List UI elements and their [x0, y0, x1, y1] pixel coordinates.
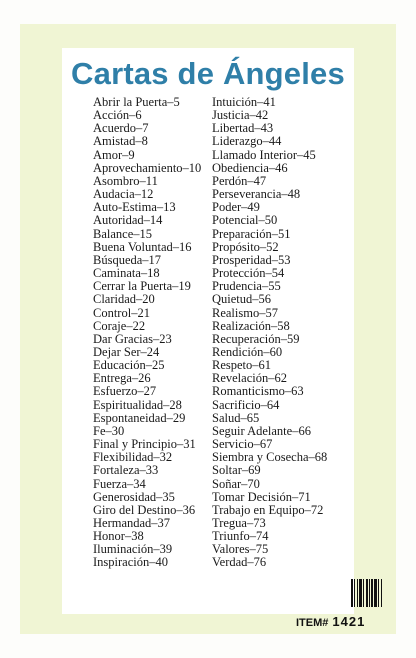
list-item: Siembra y Cosecha–68	[212, 450, 328, 465]
list-item: Revelación–62	[212, 371, 287, 386]
list-item: Romanticismo–63	[212, 384, 304, 399]
list-item: Final y Principio–31	[93, 437, 196, 452]
card-list-right	[212, 96, 327, 570]
list-item: Asombro–11	[93, 173, 158, 188]
list-item: Fortaleza–33	[93, 463, 159, 478]
list-item: Amor–9	[93, 147, 135, 162]
list-item: Realismo–57	[212, 305, 278, 320]
list-item: Obediencia–46	[212, 160, 288, 175]
list-item: Intuición–41	[212, 95, 276, 109]
list-item: Entrega–26	[93, 371, 151, 386]
list-item: Perseverancia–48	[212, 187, 301, 202]
list-item: Balance–15	[93, 226, 153, 241]
list-item: Búsqueda–17	[93, 252, 162, 267]
list-item: Soltar–69	[212, 463, 261, 478]
list-item: Respeto–61	[212, 358, 272, 373]
list-item: Auto-Estima–13	[93, 200, 176, 215]
list-item: Claridad–20	[93, 292, 155, 307]
list-item: Espiritualidad–28	[93, 397, 182, 412]
list-item: Dar Gracias–23	[93, 331, 172, 346]
list-item: Potencial–50	[212, 213, 278, 228]
list-item: Hermandad–37	[93, 516, 171, 530]
list-item: Verdad–76	[212, 555, 267, 570]
list-item: Prudencia–55	[212, 279, 281, 294]
list-item: Aprovechamiento–10	[93, 160, 202, 175]
list-item: Valores–75	[212, 542, 269, 557]
barcode-bars	[351, 579, 383, 607]
list-item: Tregua–73	[212, 516, 266, 530]
list-item: Quietud–56	[212, 292, 272, 307]
list-item: Abrir la Puerta–5	[93, 95, 180, 109]
list-item: Flexibilidad–32	[93, 450, 173, 465]
list-item: Tomar Decisión–71	[212, 489, 311, 504]
list-item: Buena Voluntad–16	[93, 239, 192, 254]
list-item: Coraje–22	[93, 318, 146, 333]
list-item: Inspiración–40	[93, 555, 168, 570]
list-item: Control–21	[93, 305, 150, 320]
list-item: Autoridad–14	[93, 213, 163, 228]
page-title: Cartas de Ángeles	[71, 56, 345, 91]
list-item: Rendición–60	[212, 344, 283, 359]
list-item: Salud–65	[212, 410, 260, 425]
list-item: Preparación–51	[212, 226, 291, 241]
list-item: Propósito–52	[212, 239, 279, 254]
list-item: Espontaneidad–29	[93, 410, 186, 425]
list-item: Protección–54	[212, 266, 285, 281]
list-item: Trabajo en Equipo–72	[212, 502, 324, 517]
list-item: Justicia–42	[212, 108, 269, 123]
list-item: Poder–49	[212, 200, 260, 215]
list-item: Audacia–12	[93, 187, 154, 202]
list-item: Giro del Destino–36	[93, 502, 196, 517]
list-item: Fuerza–34	[93, 476, 146, 491]
list-item: Educación–25	[93, 358, 165, 373]
list-item: Liderazgo–44	[212, 134, 282, 149]
item-number: 1421	[332, 614, 366, 629]
list-item: Honor–38	[93, 529, 144, 544]
item-number-label	[296, 614, 365, 629]
list-item: Amistad–8	[93, 134, 148, 149]
list-item: Iluminación–39	[93, 542, 173, 557]
list-item: Acuerdo–7	[93, 121, 149, 136]
list-item: Triunfo–74	[212, 529, 269, 544]
list-item: Fe–30	[93, 423, 125, 438]
list-item: Generosidad–35	[93, 489, 175, 504]
list-item: Llamado Interior–45	[212, 147, 316, 162]
card-list-left	[93, 96, 201, 570]
list-item: Recuperación–59	[212, 331, 300, 346]
list-item: Sacrificio–64	[212, 397, 280, 412]
list-item: Caminata–18	[93, 266, 160, 281]
list-item: Prosperidad–53	[212, 252, 291, 267]
list-item: Dejar Ser–24	[93, 344, 160, 359]
item-label: ITEM#	[296, 617, 329, 629]
list-item: Esfuerzo–27	[93, 384, 157, 399]
list-item: Perdón–47	[212, 173, 267, 188]
list-item: Seguir Adelante–66	[212, 423, 311, 438]
list-item: Soñar–70	[212, 476, 260, 491]
list-item: Acción–6	[93, 108, 142, 123]
list-item: Libertad–43	[212, 121, 274, 136]
list-item: Servicio–67	[212, 437, 273, 452]
barcode	[351, 579, 383, 607]
list-item: Realización–58	[212, 318, 290, 333]
barcode-stripe	[382, 579, 383, 607]
list-item: Cerrar la Puerta–19	[93, 279, 191, 294]
